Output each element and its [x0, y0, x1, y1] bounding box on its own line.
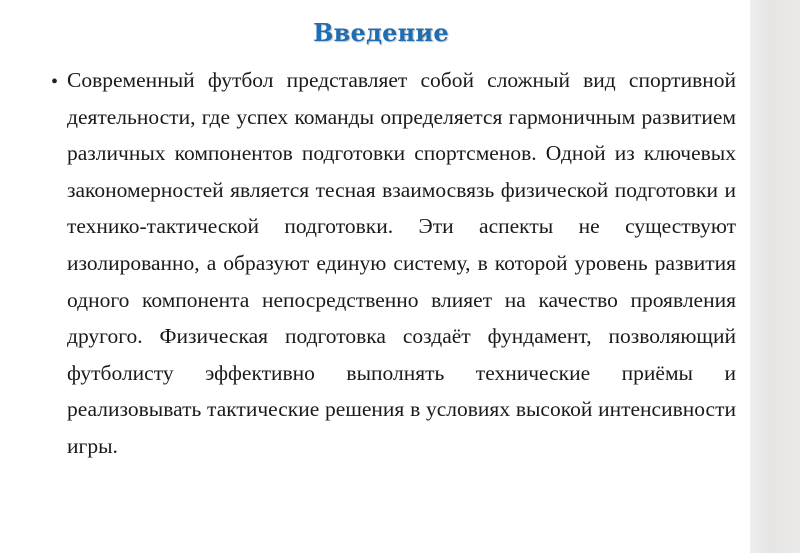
- background-edge: [750, 0, 800, 553]
- slide-title: Введение: [313, 18, 449, 47]
- body-paragraph: Современный футбол представляет собой сложный вид спортивной деятельности, где успех команды определяется гармоничным развитием различных компонентов подготовки спортсменов. Одной из ключевых закономерностей является тесная взаимосвязь физической подготовки и технико-тактической подготовки. Эти аспекты не существуют изолированно, а образуют единую систему, в которой уровень развития одного компонента непосредственно влияет на качество проявления другого. Физическая подготовка создаёт фундамент, позволяющий футболисту эффективно выполнять технические приёмы и реализовывать тактические решения в условиях высокой интенсивности игры.: [67, 68, 736, 458]
- bullet-icon: •: [51, 71, 59, 93]
